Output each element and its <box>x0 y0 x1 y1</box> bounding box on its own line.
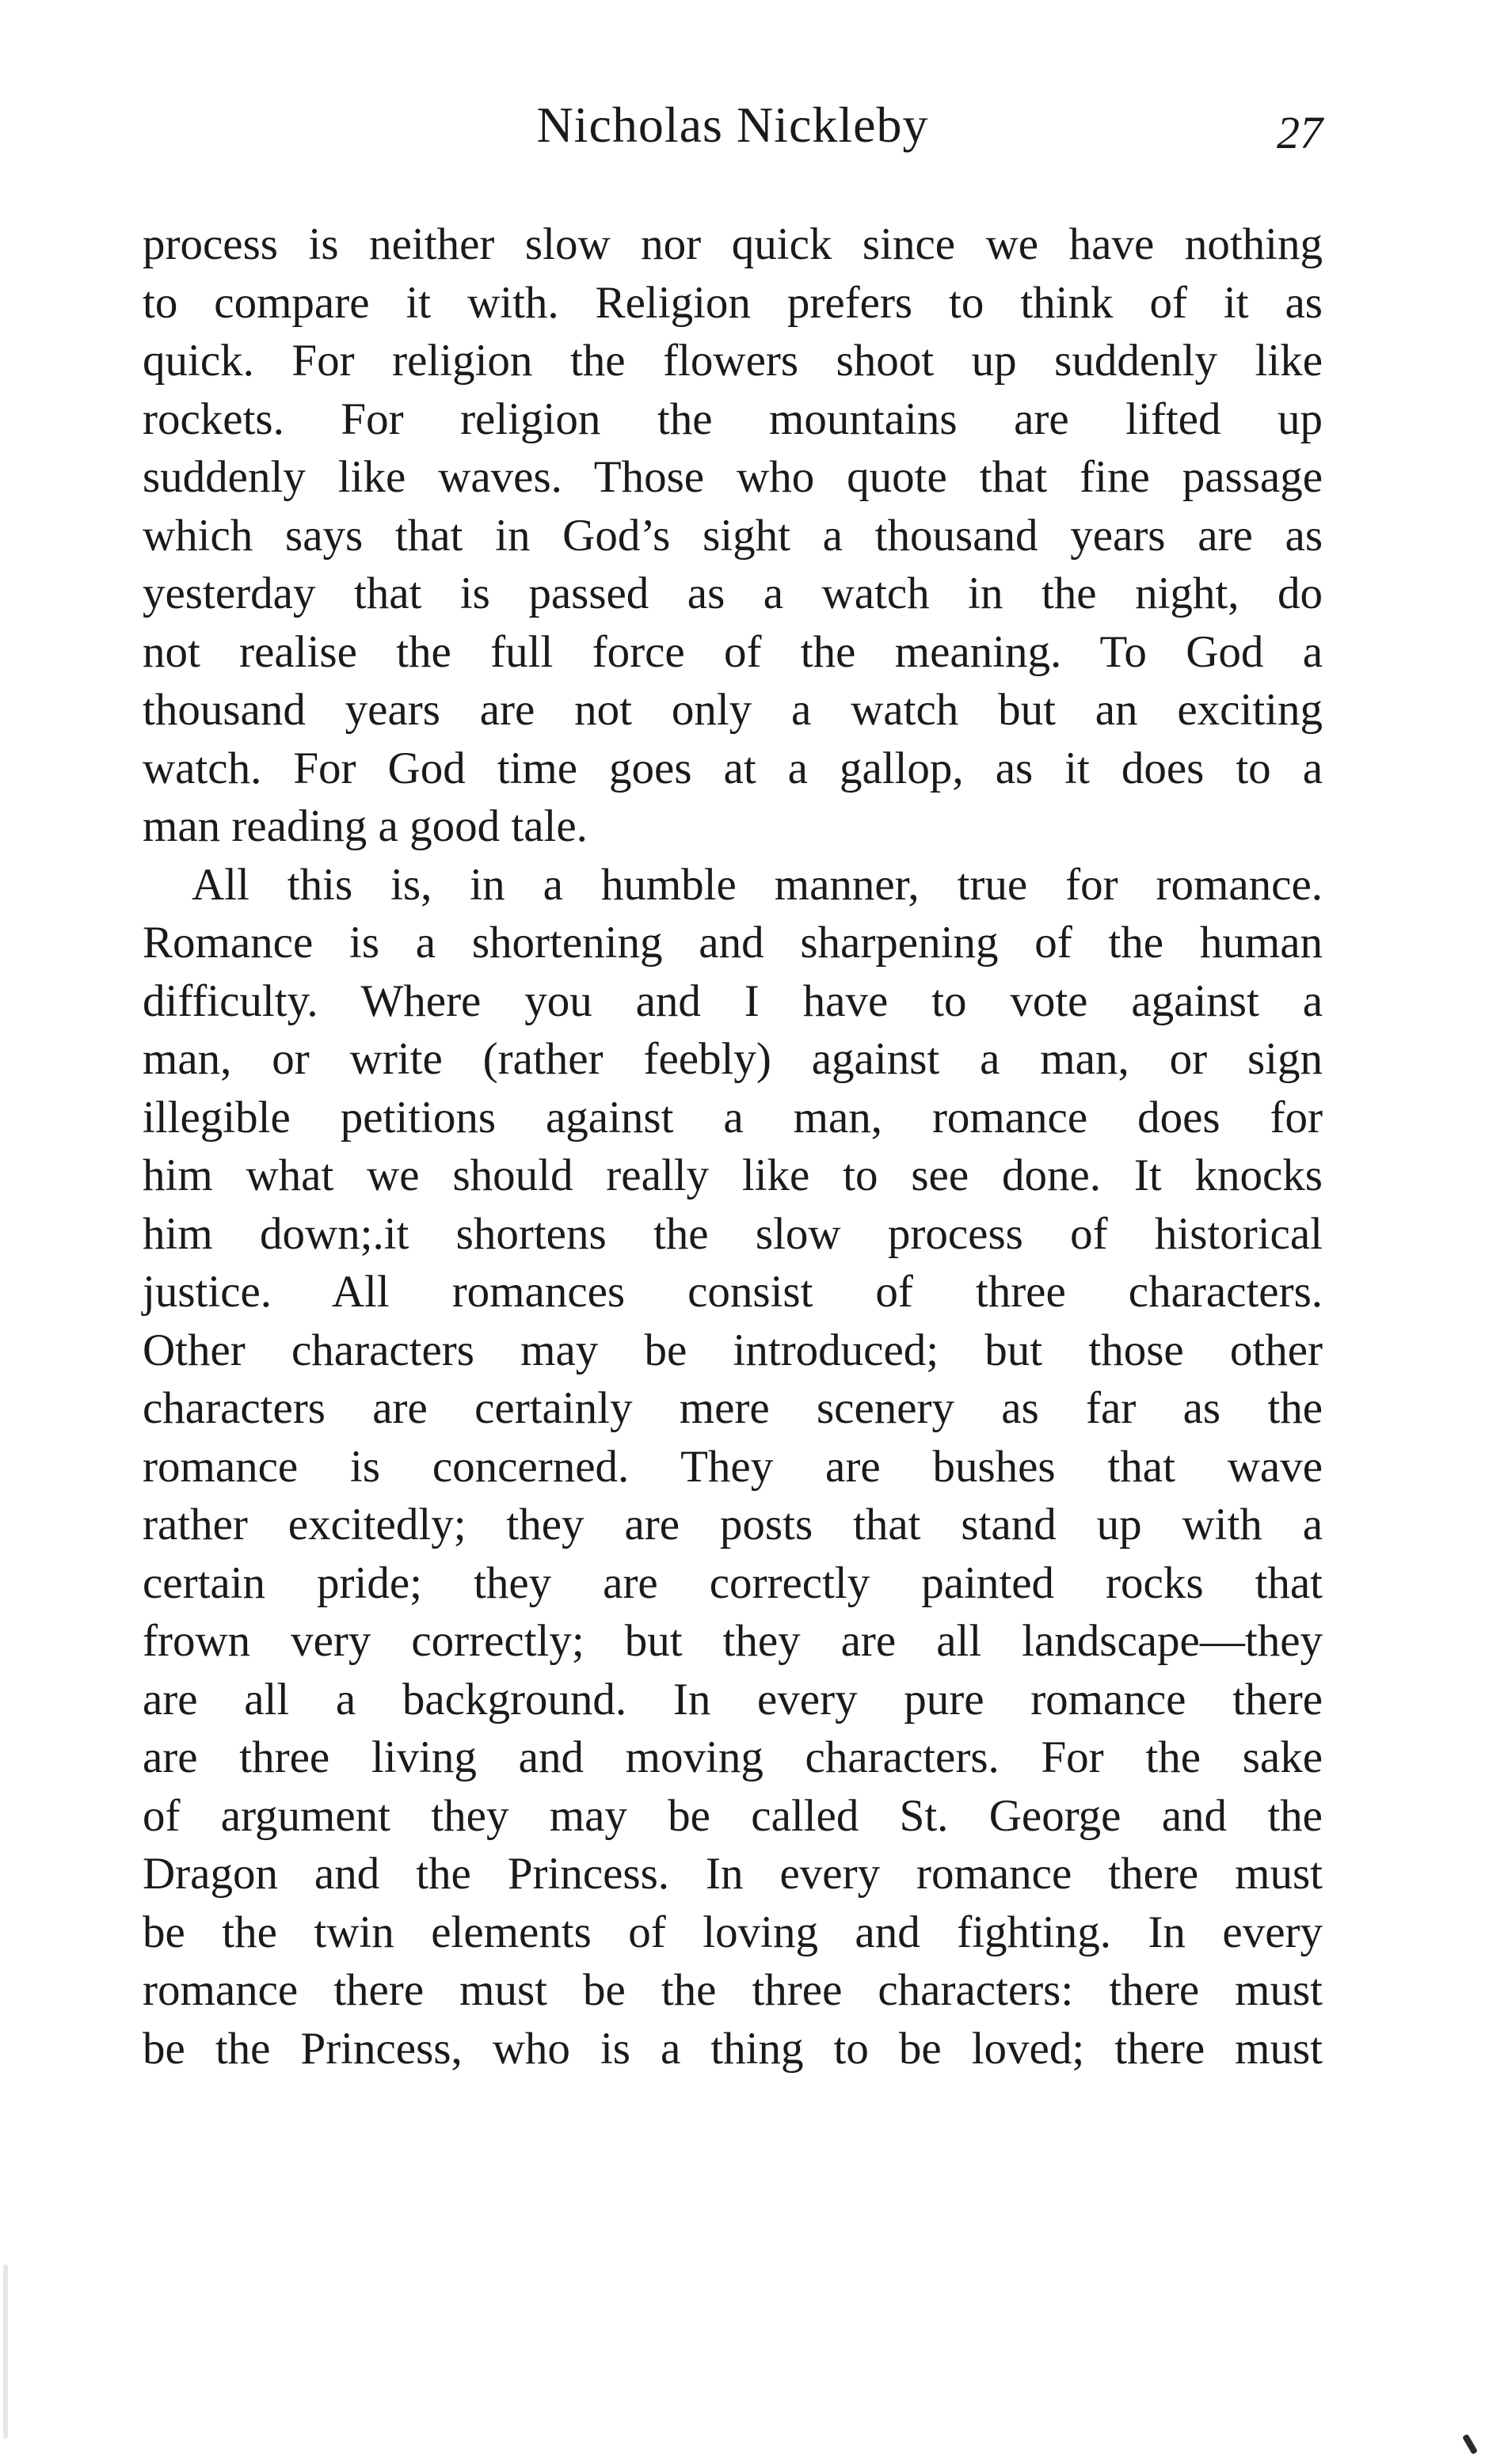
ink-speck-mark <box>1462 2434 1478 2455</box>
text-line: quick. For religion the flowers shoot up suddenly like <box>143 336 1323 386</box>
body-text <box>143 215 1323 2078</box>
text-line: to compare it with. Religion prefers to think of it as <box>143 277 1323 328</box>
page-number: 27 <box>1277 107 1323 158</box>
text-line: be the twin elements of loving and fighting. In every <box>143 1907 1323 1957</box>
text-line: characters are certainly mere scenery as far as the <box>143 1383 1323 1433</box>
text-line: not realise the full force of the meaning. To God a <box>143 626 1323 677</box>
text-line: certain pride; they are correctly painted rocks that <box>143 1557 1323 1608</box>
text-line: of argument they may be called St. George and the <box>143 1790 1323 1841</box>
text-line: Romance is a shortening and sharpening of the human <box>143 918 1323 968</box>
text-line: romance there must be the three characters: there must <box>143 1965 1323 2015</box>
text-line: watch. For God time goes at a gallop, as it does to a <box>143 743 1323 793</box>
text-line: rockets. For religion the mountains are lifted up <box>143 394 1323 444</box>
text-line: yesterday that is passed as a watch in the night, do <box>143 568 1323 618</box>
text-line: Dragon and the Princess. In every romance there must <box>143 1849 1323 1899</box>
text-line: frown very correctly; but they are all landscape—they <box>143 1616 1323 1666</box>
text-line: man, or write (rather feebly) against a man, or sign <box>143 1034 1323 1084</box>
text-line: process is neither slow nor quick since we have nothing <box>143 219 1323 269</box>
scan-edge-mark <box>3 2264 8 2439</box>
text-line: suddenly like waves. Those who quote that fine passage <box>143 452 1323 502</box>
text-line: which says that in God’s sight a thousand years are as <box>143 510 1323 561</box>
text-line: difficulty. Where you and I have to vote against a <box>143 975 1323 1026</box>
text-line: romance is concerned. They are bushes that wave <box>143 1441 1323 1492</box>
text-line: Other characters may be introduced; but those other <box>143 1325 1323 1375</box>
text-line: justice. All romances consist of three characters. <box>143 1267 1323 1317</box>
text-line: him what we should really like to see done. It knocks <box>143 1150 1323 1200</box>
text-line: rather excitedly; they are posts that stand up with a <box>143 1500 1323 1550</box>
text-line: illegible petitions against a man, romance does for <box>143 1092 1323 1143</box>
paragraph-last-line: man reading a good tale. <box>143 801 588 851</box>
text-line: be the Princess, who is a thing to be loved; there must <box>143 2023 1323 2074</box>
text-line: him down;.it shortens the slow process of historical <box>143 1208 1323 1259</box>
text-line: thousand years are not only a watch but an exciting <box>143 685 1323 735</box>
running-head <box>143 93 1323 157</box>
text-line: are three living and moving characters. For the sake <box>143 1732 1323 1782</box>
running-title: Nicholas Nickleby <box>536 97 929 153</box>
paragraph-first-line: All this is, in a humble manner, true for romance. <box>192 859 1323 910</box>
text-line: are all a background. In every pure romance there <box>143 1674 1323 1724</box>
